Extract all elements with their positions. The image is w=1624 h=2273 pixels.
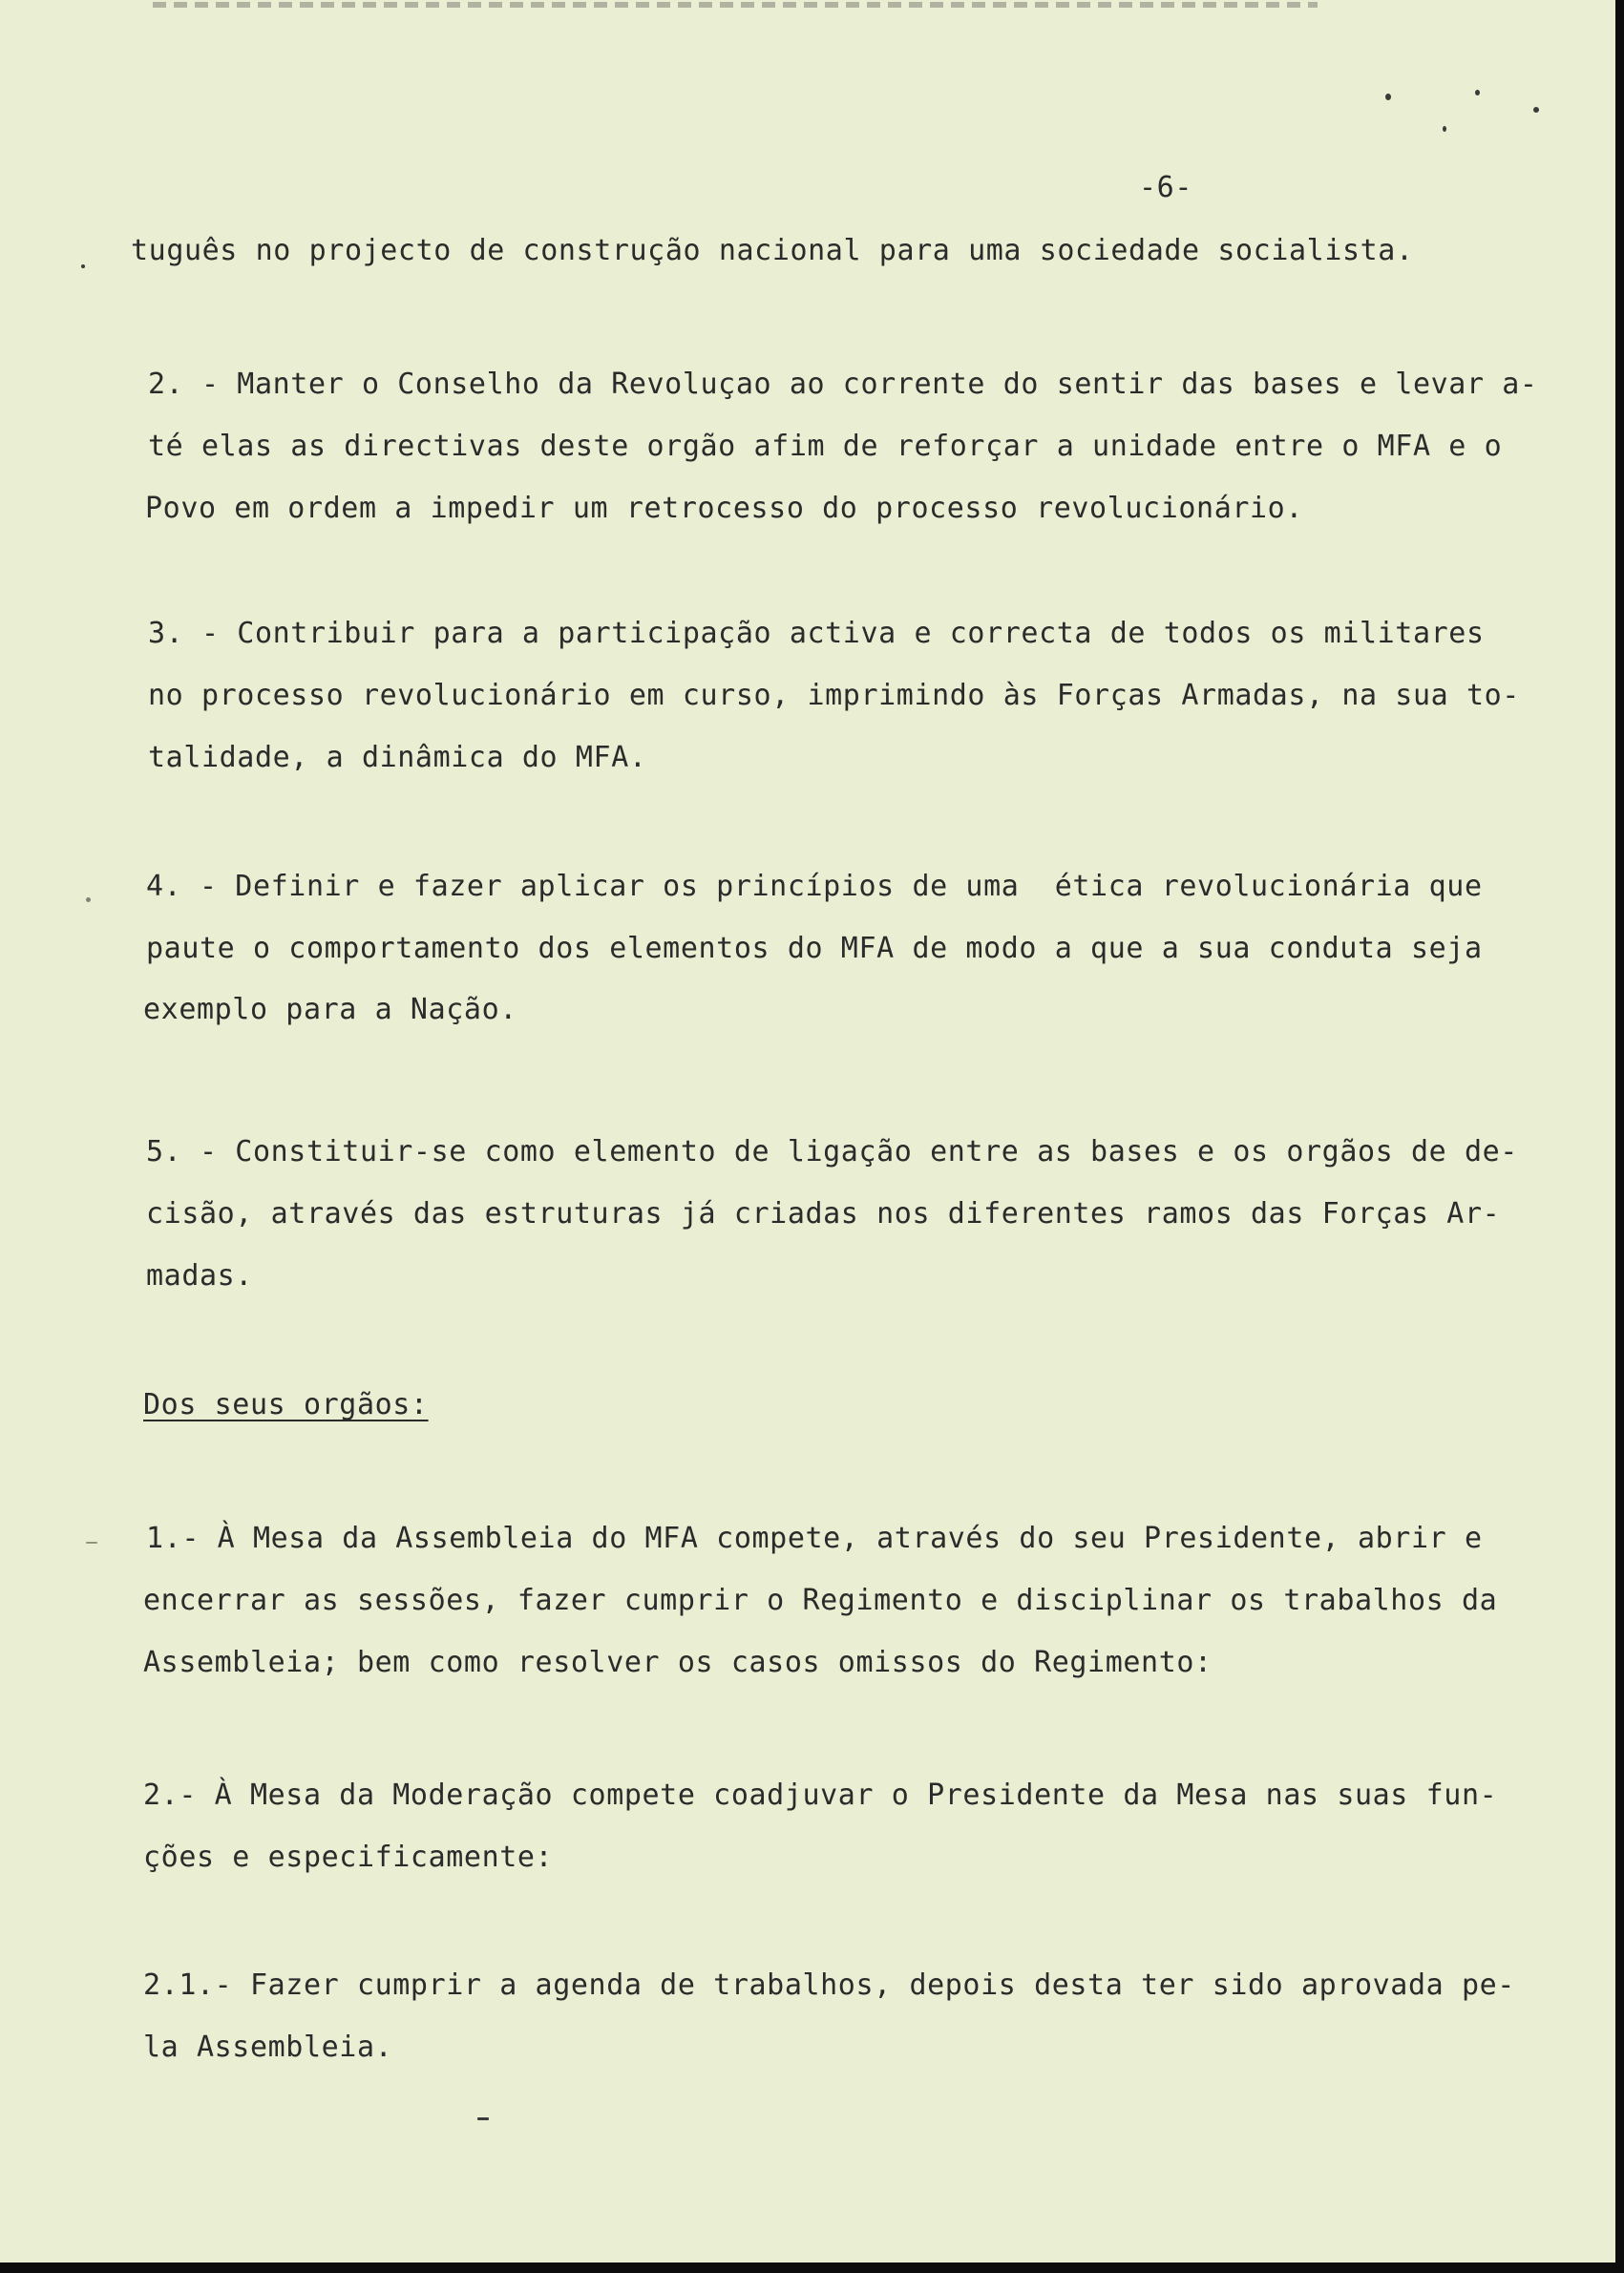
ink-speck bbox=[1533, 107, 1539, 113]
text-line: 2. - Manter o Conselho da Revoluçao ao corrente do sentir das bases e levar a- bbox=[148, 368, 1538, 401]
ink-speck bbox=[1443, 126, 1446, 132]
text-line: talidade, a dinâmica do MFA. bbox=[148, 741, 647, 774]
text-line: madas. bbox=[146, 1259, 253, 1293]
text-line: 2.- À Mesa da Moderação compete coadjuvar o Presidente da Mesa nas suas fun- bbox=[143, 1778, 1498, 1812]
ink-speck bbox=[81, 264, 85, 268]
ink-speck bbox=[1385, 94, 1391, 100]
text-line: ções e especificamente: bbox=[143, 1841, 554, 1874]
text-line: encerrar as sessões, fazer cumprir o Regimento e disciplinar os trabalhos da bbox=[143, 1584, 1498, 1617]
ink-speck bbox=[1475, 90, 1480, 95]
text-line: 1.- À Mesa da Assembleia do MFA compete, através do seu Presidente, abrir e bbox=[146, 1522, 1483, 1555]
text-line: no processo revolucionário em curso, imprimindo às Forças Armadas, na sua to- bbox=[148, 679, 1520, 712]
ink-speck bbox=[477, 2117, 489, 2120]
text-line: 4. - Definir e fazer aplicar os princípios de uma ética revolucionária que bbox=[146, 870, 1483, 903]
text-line: Assembleia; bem como resolver os casos omissos do Regimento: bbox=[143, 1646, 1213, 1679]
text-line: 5. - Constituir-se como elemento de ligação entre as bases e os orgãos de de- bbox=[146, 1135, 1518, 1168]
text-line: paute o comportamento dos elementos do MFA de modo a que a sua conduta seja bbox=[146, 932, 1483, 965]
text-line: cisão, através das estruturas já criadas nos diferentes ramos das Forças Ar- bbox=[146, 1197, 1501, 1231]
text-line: exemplo para a Nação. bbox=[143, 993, 517, 1026]
top-edge-artifact bbox=[153, 2, 1318, 8]
text-line: té elas as directivas deste orgão afim de reforçar a unidade entre o MFA e o bbox=[148, 430, 1503, 463]
section-heading: Dos seus orgãos: bbox=[143, 1388, 429, 1421]
text-line: tuguês no projecto de construção nacional para uma sociedade socialista. bbox=[131, 234, 1414, 267]
text-line: 3. - Contribuir para a participação activa e correcta de todos os militares bbox=[148, 617, 1485, 650]
ink-speck bbox=[86, 897, 91, 902]
ink-speck bbox=[86, 1542, 97, 1544]
text-line: Povo em ordem a impedir um retrocesso do processo revolucionário. bbox=[145, 492, 1303, 525]
text-line: 2.1.- Fazer cumprir a agenda de trabalhos, depois desta ter sido aprovada pe- bbox=[143, 1968, 1515, 2002]
text-line: la Assembleia. bbox=[143, 2031, 393, 2064]
page-number: -6- bbox=[1139, 171, 1192, 204]
